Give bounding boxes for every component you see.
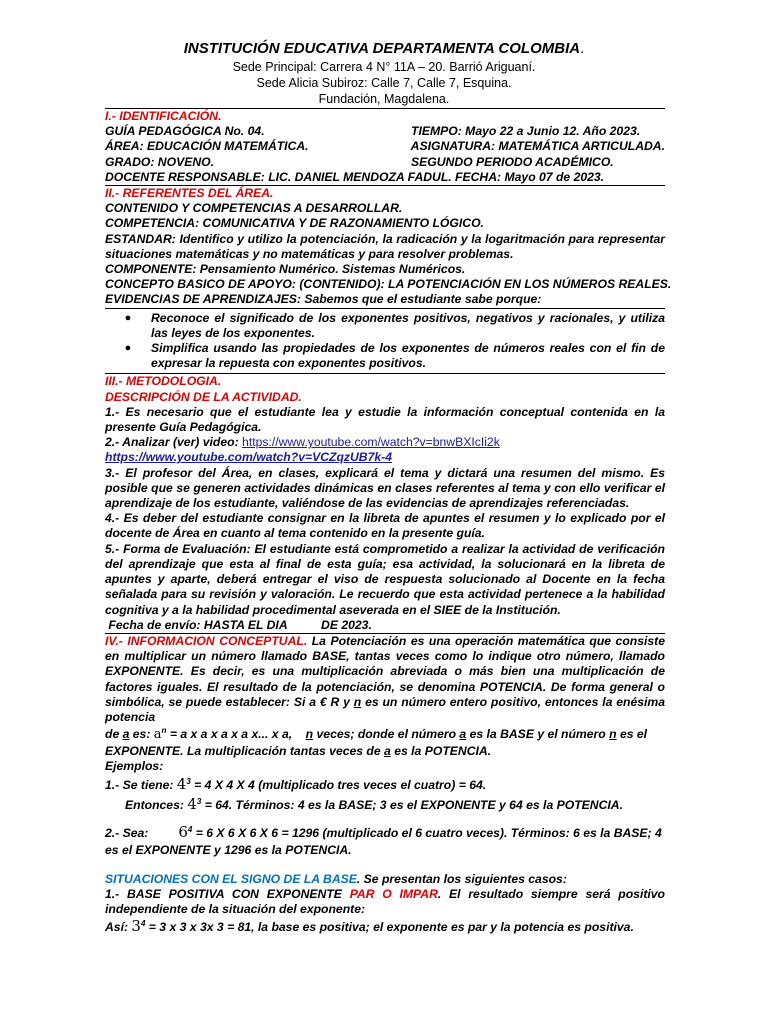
evidence-list xyxy=(105,311,665,372)
situaciones-heading: SITUACIONES CON EL SIGNO DE LA BASE. Se presentan los siguientes casos: xyxy=(105,871,567,886)
area: ÁREA: EDUCACIÓN MATEMÁTICA. xyxy=(105,139,309,154)
info-row xyxy=(105,139,665,154)
divider xyxy=(105,308,665,309)
ejemplos-heading: Ejemplos: xyxy=(105,759,164,774)
componente: COMPONENTE: Pensamiento Numérico. Sistemas Numéricos. xyxy=(105,262,466,277)
informacion-conceptual: IV.- INFORMACION CONCEPTUAL. La Potenciación es una operación matemática que consiste en multiplicar un número llamado BASE, tantas veces como lo indique otro número, llamado EXPONENTE. Es decir, es una multiplicación abreviada o más bien una multiplicación de factores iguales. El resultado de la potenciación, se denomina POTENCIA. De forma general o simbólica, se puede establecer: Si a € R y n es un número entero positivo, entonces la enésima potencia xyxy=(105,633,666,724)
section-heading-identificacion: I.- IDENTIFICACIÓN. xyxy=(105,109,222,123)
concepto-basico: CONCEPTO BASICO DE APOYO: (CONTENIDO): LA POTENCIACIÓN EN LOS NÚMEROS REALES. xyxy=(105,277,672,292)
paso-4: 4.- Es deber del estudiante consignar en la libreta de apuntes el resumen y lo explicado por el docente de Área en cuanto al tema contenido en la presente guía. xyxy=(105,511,665,541)
header-line-1: Sede Principal: Carrera 4 N° 11A – 20. Barrió Ariguaní. xyxy=(232,60,536,74)
section-heading-metodologia: III.- METODOLOGIA. xyxy=(105,374,222,389)
header-line-2: Sede Alicia Subiroz: Calle 7, Calle 7, Esquina. xyxy=(256,76,512,90)
periodo: SEGUNDO PERIODO ACADÉMICO. xyxy=(411,154,614,169)
definicion-potencia-2: EXPONENTE. La multiplicación tantas veces de a es la POTENCIA. xyxy=(105,744,492,759)
info-row xyxy=(105,155,665,170)
evidencias: EVIDENCIAS DE APRENDIZAJES: Sabemos que el estudiante sabe porque: xyxy=(105,292,542,307)
estandar: ESTANDAR: Identifico y utilizo la potenciación, la radicación y la logaritmación para representar situaciones matemáticas y no matemáticas y para resolver problemas. xyxy=(105,231,665,261)
fecha-envio: Fecha de envío: HASTA EL DIA DE 2023. xyxy=(105,617,372,632)
video-link-2[interactable]: https://www.youtube.com/watch?v=VCZqzUB7k-4 xyxy=(105,450,393,465)
paso-5: 5.- Forma de Evaluación: El estudiante está comprometido a realizar la actividad de verificación del aprendizaje que esta al final de esta guía; esa actividad, la solucionará en la libreta de apuntes y aparte, deberá entregar el viso de respuesta solucionado al Docente en la fecha señalada para su revisión y valoración. Le recuerdo que esta actividad pertenece a la habilidad cognitiva y a la habilidad procedimental aseverada en el SIEE de la Institución. xyxy=(105,541,665,617)
list-item: ● Simplifica usando las propiedades de los exponentes de números reales con el fin de expresar la repuesta con exponentes positivos. xyxy=(105,341,665,371)
paso-3: 3.- El profesor del Área, en clases, explicará el tema y dictará una resumen del mismo. Es posible que se generen actividades dinámicas en clases referentes al tema y con ello verificar el aprendizaje de los estudiante, valiéndose de las evidencias de aprendizajes referenciadas. xyxy=(105,465,665,511)
caso-1-ejemplo: Así: $3^4 = 3$ x 3 x 3x 3 = 81, la base es positiva; el exponente es par y la potencia es positiva. xyxy=(105,917,634,936)
docente: DOCENTE RESPONSABLE: LIC. DANIEL MENDOZA FADUL. FECHA: Mayo 07 de 2023. xyxy=(105,169,605,184)
asignatura: ASIGNATURA: MATEMÁTICA ARTICULADA. xyxy=(410,139,665,154)
section-heading-informacion: IV.- INFORMACION CONCEPTUAL. xyxy=(105,633,308,648)
competencia: COMPETENCIA: COMUNICATIVA Y DE RAZONAMIENTO LÓGICO. xyxy=(105,216,484,231)
bullet-icon: ● xyxy=(124,342,132,355)
bullet-icon: ● xyxy=(124,311,132,324)
descripcion-actividad: DESCRIPCIÓN DE LA ACTIVIDAD. xyxy=(105,389,302,404)
institution-title: INSTITUCIÓN EDUCATIVA DEPARTAMENTA COLOMBIA. xyxy=(183,40,585,57)
contenido: CONTENIDO Y COMPETENCIAS A DESARROLLAR. xyxy=(105,201,403,216)
caso-1: 1.- BASE POSITIVA CON EXPONENTE PAR O IMPAR. El resultado siempre será positivo independiente de la situación del exponente: xyxy=(105,886,666,917)
video-link-row xyxy=(105,450,665,465)
video-link-1[interactable]: https://www.youtube.com/watch?v=bnwBXIcIi2k xyxy=(242,435,500,450)
info-row xyxy=(105,124,665,139)
ejemplo-1: 1.- Se tiene: $4^3 = 4$ X 4 X 4 (multiplicado tres veces el cuatro) = 64. xyxy=(105,774,487,793)
paso-1: 1.- Es necesario que el estudiante lea y estudie la información conceptual contenida en la presente Guía Pedagógica. xyxy=(105,404,665,435)
header-line-3: Fundación, Magdalena. xyxy=(318,92,450,106)
grado: GRADO: NOVENO. xyxy=(105,154,215,169)
section-heading-referentes: II.- REFERENTES DEL ÁREA. xyxy=(105,186,274,201)
list-item: ● Reconoce el significado de los exponentes positivos, negativos y racionales, y utiliza las leyes de los exponentes. xyxy=(105,311,665,341)
ejemplo-1-terminos: Entonces: $4^3 = 64$. Términos: 4 es la BASE; 3 es el EXPONENTE y 64 es la POTENCIA. xyxy=(125,794,623,813)
ejemplo-2-terminos: es el EXPONENTE y 1296 es la POTENCIA. xyxy=(105,842,352,857)
tiempo: TIEMPO: Mayo 22 a Junio 12. Año 2023. xyxy=(411,124,641,139)
ejemplo-2: 2.- Sea: $6^4 = 6$ X 6 X 6 X 6 = 1296 (multiplicado el 6 cuatro veces). Términos: 6 es la BASE; 4 xyxy=(105,822,662,841)
guide-content xyxy=(105,108,672,937)
definicion-potencia: de a es: $a^n = a$ x a x a x a x... x a, n veces; donde el número a es la BASE y el número n es el xyxy=(105,726,648,743)
guia-number: GUÍA PEDAGÓGICA No. 04. xyxy=(105,124,265,139)
paso-2: 2.- Analizar (ver) video: https://www.youtube.com/watch?v=bnwBXIcIi2k xyxy=(105,435,500,450)
